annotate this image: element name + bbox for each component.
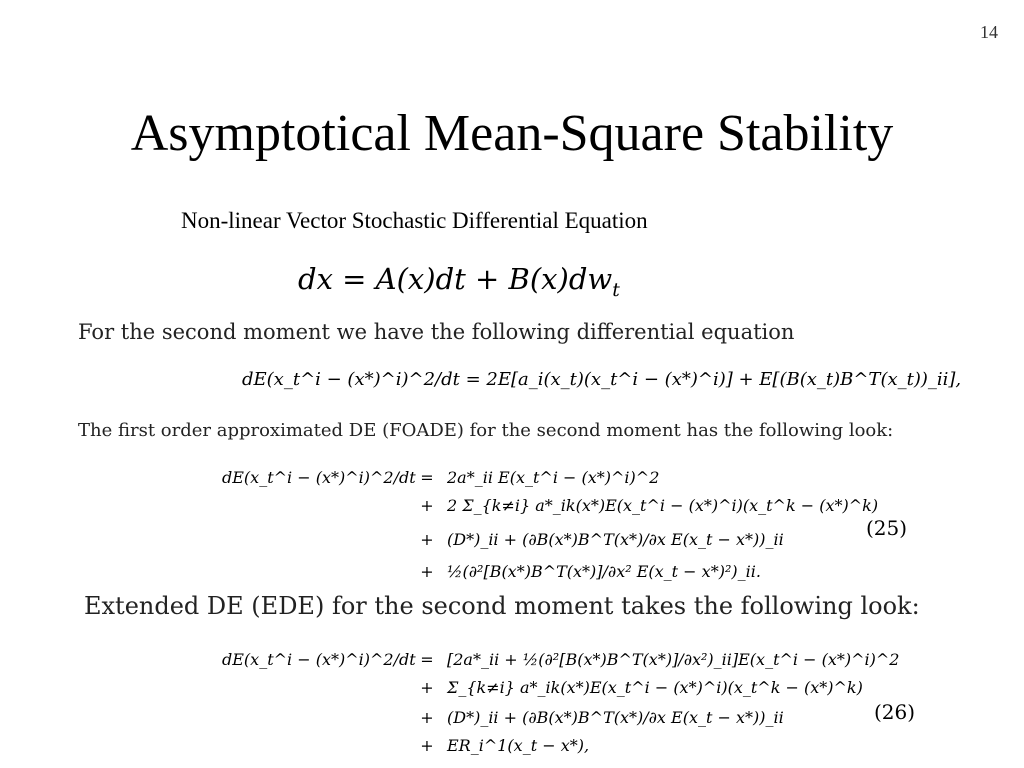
slide-title: Asymptotical Mean-Square Stability [130, 105, 894, 162]
ede-rhs-1: [2a*_ii + ½(∂²[B(x*)B^T(x*)]/∂x²)_ii]E(x_t^i − (x*)^i)^2 [447, 650, 900, 669]
ede-op-2: + [420, 678, 434, 697]
ede-rhs-4: ER_i^1(x_t − x*), [447, 736, 590, 755]
foade-intro: The first order approximated DE (FOADE) for the second moment has the following look: [78, 420, 894, 441]
foade-rhs-4: ½(∂²[B(x*)B^T(x*)]/∂x² E(x_t − x*)²)_ii. [447, 562, 761, 581]
foade-op-3: + [420, 530, 434, 549]
equation-number-26: (26) [874, 700, 916, 724]
foade-lhs: dE(x_t^i − (x*)^i)^2/dt [222, 468, 416, 487]
main-sde-equation [298, 262, 620, 301]
ede-op-4: + [420, 736, 434, 755]
slide-subtitle: Non-linear Vector Stochastic Differential Equation [181, 208, 648, 233]
ede-op-1: = [420, 650, 434, 669]
second-moment-equation: dE(x_t^i − (x*)^i)^2/dt = 2E[a_i(x_t)(x_t^i − (x*)^i)] + E[(B(x_t)B^T(x_t))_ii], [242, 369, 962, 390]
ede-rhs-3: (D*)_ii + (∂B(x*)B^T(x*)/∂x E(x_t − x*))_ii [447, 708, 784, 727]
ede-intro: Extended DE (EDE) for the second moment takes the following look: [84, 592, 920, 620]
page-number: 14 [980, 22, 998, 42]
foade-op-2: + [420, 496, 434, 515]
foade-rhs-2: 2 Σ_{k≠i} a*_ik(x*)E(x_t^i − (x*)^i)(x_t^k − (x*)^k) [447, 496, 879, 515]
equation-number-25: (25) [866, 516, 908, 540]
second-moment-intro: For the second moment we have the following differential equation [78, 320, 795, 344]
main-eq-body: dx = A(x)dt + B(x)dw [298, 262, 613, 296]
foade-rhs-1: 2a*_ii E(x_t^i − (x*)^i)^2 [447, 468, 660, 487]
foade-rhs-3: (D*)_ii + (∂B(x*)B^T(x*)/∂x E(x_t − x*))_ii [447, 530, 784, 549]
ede-rhs-2: Σ_{k≠i} a*_ik(x*)E(x_t^i − (x*)^i)(x_t^k − (x*)^k) [447, 678, 863, 697]
foade-op-4: + [420, 562, 434, 581]
main-eq-subscript: t [612, 279, 620, 301]
ede-lhs: dE(x_t^i − (x*)^i)^2/dt [222, 650, 416, 669]
foade-op-1: = [420, 468, 434, 487]
ede-op-3: + [420, 708, 434, 727]
